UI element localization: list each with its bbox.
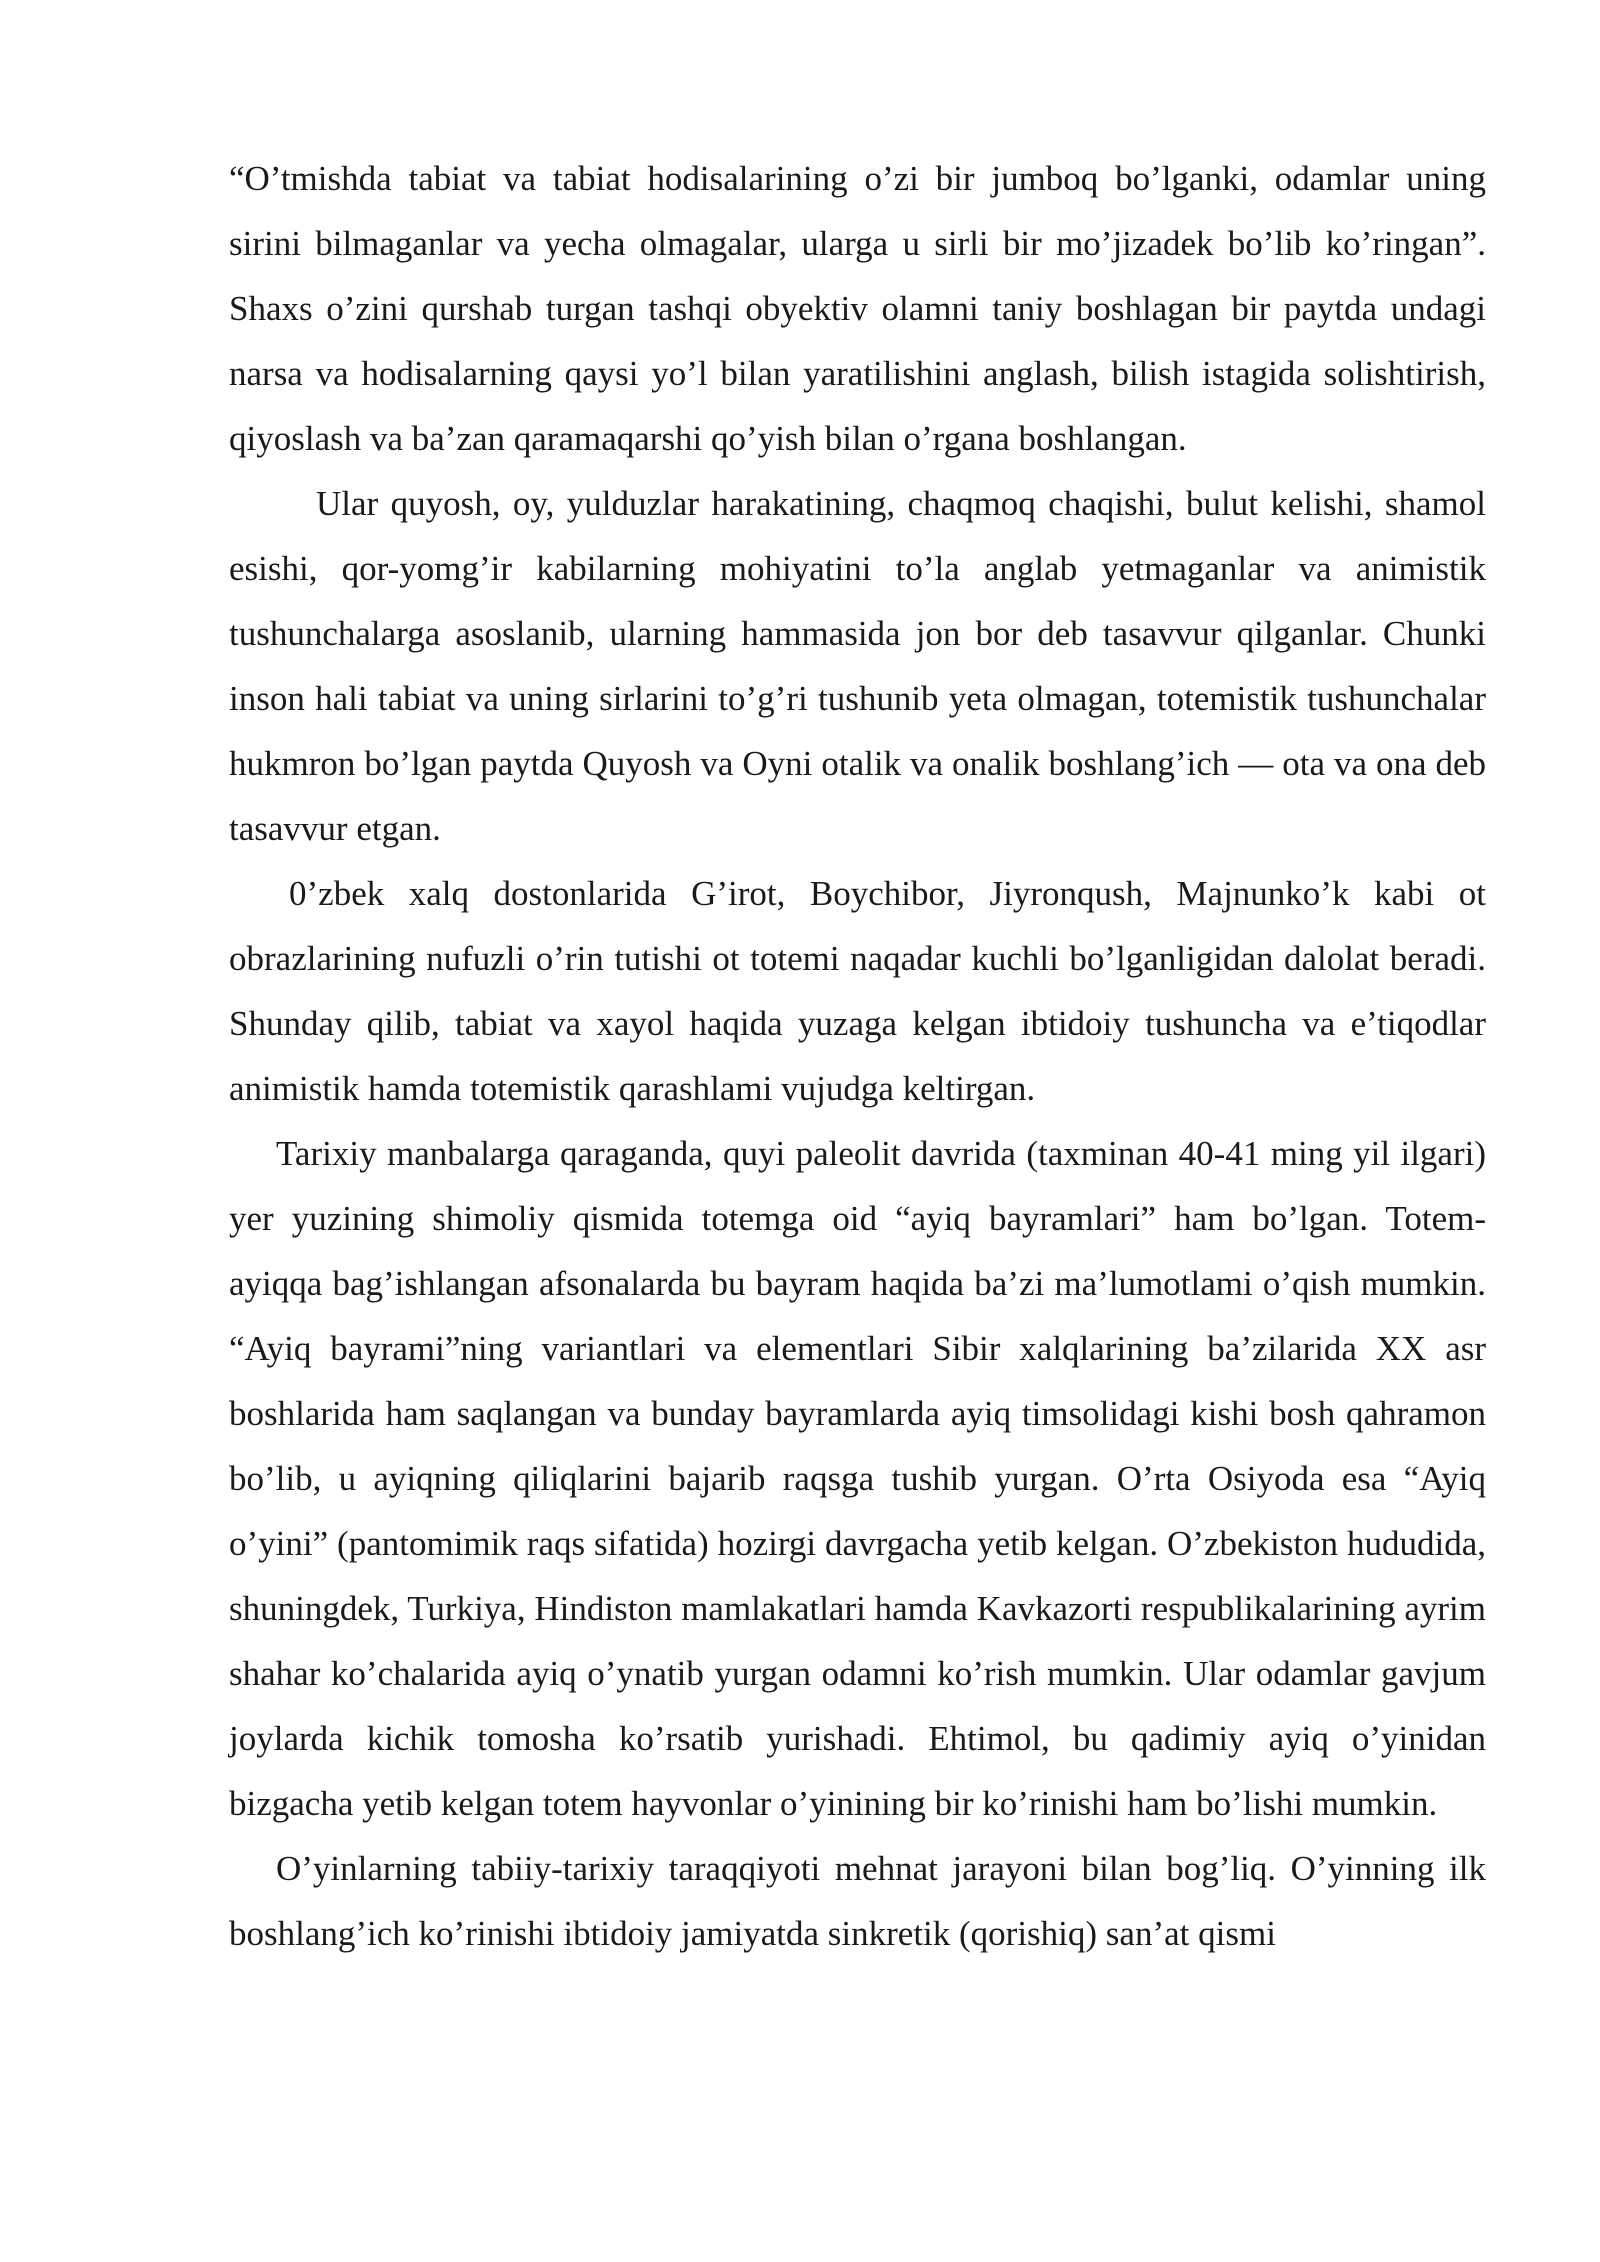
document-body [229, 146, 1486, 1966]
paragraph-1: “O’tmishda tabiat va tabiat hodisalarining o’zi bir jumboq bo’lganki, odamlar uning sirini bilmaganlar va yecha olmagalar, ularga u sirli bir mo’jizadek bo’lib ko’ringan”. Shaxs o’zini qurshab turgan tashqi obyektiv olamni taniy boshlagan bir paytda undagi narsa va hodisalarning qaysi yo’l bilan yaratilishini anglash, bilish istagida solishtirish, qiyoslash va ba’zan qaramaqarshi qo’yish bilan o’rgana boshlangan. [229, 159, 1486, 458]
paragraph-3: 0’zbek xalq dostonlarida G’irot, Boychibor, Jiyronqush, Majnunko’k kabi ot obrazlarining nufuzli o’rin tutishi ot totemi naqadar kuchli bo’lganligidan dalolat beradi. Shunday qilib, tabiat va xayol haqida yuzaga kelgan ibtidoiy tushuncha va e’tiqodlar animistik hamda totemistik qarashlami vujudga keltirgan. [229, 874, 1486, 1108]
paragraph-2: Ular quyosh, oy, yulduzlar harakatining, chaqmoq chaqishi, bulut kelishi, shamol esishi, qor-yomg’ir kabilarning mohiyatini to’la anglab yetmaganlar va animistik tushunchalarga asoslanib, ularning hammasida jon bor deb tasavvur qilganlar. Chunki inson hali tabiat va uning sirlarini to’g’ri tushunib yeta olmagan, totemistik tushunchalar hukmron bo’lgan paytda Quyosh va Oyni otalik va onalik boshlang’ich — ota va ona deb tasavvur etgan. [229, 484, 1486, 848]
paragraph-4: Tarixiy manbalarga qaraganda, quyi paleolit davrida (taxminan 40-41 ming yil ilgari) yer yuzining shimoliy qismida totemga oid “ayiq bayramlari” ham bo’lgan. Totem-ayiqqa bag’ishlangan afsonalarda bu bayram haqida ba’zi ma’lumotlami o’qish mumkin. “Ayiq bayrami”ning variantlari va elementlari Sibir xalqlarining ba’zilarida XX asr boshlarida ham saqlangan va bunday bayramlarda ayiq timsolidagi kishi bosh qahramon bo’lib, u ayiqning qiliqlarini bajarib raqsga tushib yurgan. O’rta Osiyoda esa “Ayiq o’yini” (pantomimik raqs sifatida) hozirgi davrgacha yetib kelgan. O’zbekiston hududida, shuningdek, Turkiya, Hindiston mamlakatlari hamda Kavkazorti respublikalarining ayrim shahar ko’chalarida ayiq o’ynatib yurgan odamni ko’rish mumkin. Ular odamlar gavjum joylarda kichik tomosha ko’rsatib yurishadi. Ehtimol, bu qadimiy ayiq o’yinidan bizgacha yetib kelgan totem hayvonlar o’yinining bir ko’rinishi ham bo’lishi mumkin. [229, 1134, 1486, 1823]
paragraph-5: O’yinlarning tabiiy-tarixiy taraqqiyoti mehnat jarayoni bilan bog’liq. O’yinning ilk boshlang’ich ko’rinishi ibtidoiy jamiyatda sinkretik (qorishiq) san’at qismi [229, 1849, 1486, 1953]
